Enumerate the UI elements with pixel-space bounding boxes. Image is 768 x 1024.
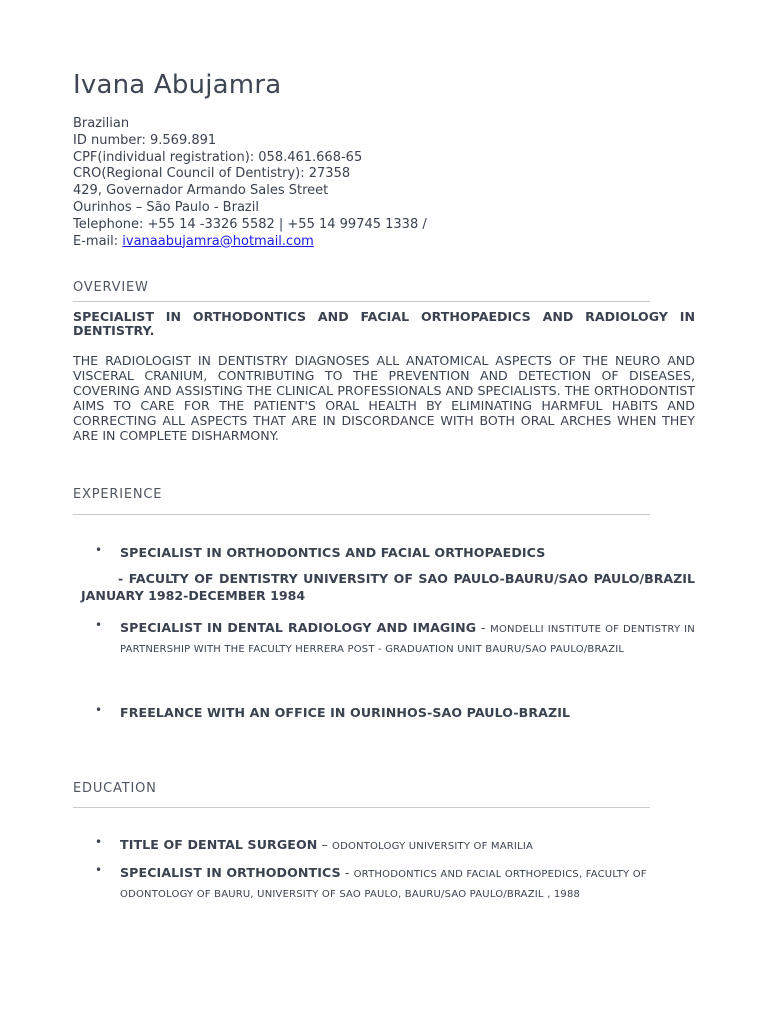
education-item-1-title: TITLE OF DENTAL SURGEON [120, 837, 318, 852]
experience-section-header [73, 487, 650, 515]
bullet-icon: • [95, 835, 103, 849]
experience-item-2-detail: MONDELLI INSTITUTE OF DENTISTRY IN PARTNERSHIP WITH THE FACULTY HERRERA POST - GRADUATION UNIT BAURU/SAO PAULO/BRAZIL [120, 624, 695, 655]
education-item-1-detail: ODONTOLOGY UNIVERSITY OF MARILIA [332, 841, 534, 852]
education-item-1 [95, 834, 695, 854]
experience-item-2-separator: - [476, 620, 491, 635]
experience-heading: EXPERIENCE [73, 487, 163, 502]
experience-item-1-title: SPECIALIST IN ORTHODONTICS AND FACIAL ORTHOPAEDICS [120, 545, 546, 560]
bullet-icon: • [95, 863, 103, 877]
education-item-2 [95, 862, 695, 902]
id-number: ID number: 9.569.891 [73, 132, 217, 148]
cro-number: CRO(Regional Council of Dentistry): 27358 [73, 166, 351, 182]
contact-block [73, 116, 427, 250]
experience-item-2 [95, 617, 695, 657]
education-item-2-separator: - [340, 865, 354, 880]
experience-item-1-detail: - FACULTY OF DENTISTRY UNIVERSITY OF SAO PAULO-BAURU/SAO PAULO/BRAZIL JANUARY 1982-DECEMBER 1984 [81, 571, 695, 603]
education-heading: EDUCATION [73, 781, 157, 796]
cpf-number: CPF(individual registration): 058.461.668-65 [73, 149, 363, 165]
education-divider [73, 807, 650, 808]
experience-item-3 [95, 702, 695, 721]
email-line [73, 234, 427, 251]
address-city: Ourinhos – São Paulo - Brazil [73, 199, 259, 215]
overview-title: SPECIALIST IN ORTHODONTICS AND FACIAL ORTHOPAEDICS AND RADIOLOGY IN DENTISTRY. [73, 309, 695, 338]
bullet-icon: • [95, 703, 103, 717]
overview-body: THE RADIOLOGIST IN DENTISTRY DIAGNOSES ALL ANATOMICAL ASPECTS OF THE NEURO AND VISCERAL CRANIUM, CONTRIBUTING TO THE PREVENTION AND DETECTION OF DISEASES, COVERING AND ASSISTING THE CLINICAL PROFESSIONALS AND SPECIALISTS. THE ORTHODONTIST AIMS TO CARE FOR THE PATIENT'S ORAL HEALTH BY ELIMINATING HARMFUL HABITS AND CORRECTING ALL ASPECTS THAT ARE IN DISCORDANCE WITH BOTH ORAL ARCHES WHEN THEY ARE IN COMPLETE DISHARMONY. [73, 353, 695, 443]
education-item-2-title: SPECIALIST IN ORTHODONTICS [120, 865, 341, 880]
experience-divider [73, 514, 650, 515]
experience-item-3-title: FREELANCE WITH AN OFFICE IN OURINHOS-SAO PAULO-BRAZIL [120, 705, 571, 720]
bullet-icon: • [95, 618, 103, 632]
education-section-header [73, 781, 650, 808]
overview-section-header [73, 280, 650, 302]
telephone: Telephone: +55 14 -3326 5582 | +55 14 99745 1338 / [73, 216, 427, 232]
education-item-2-detail: ORTHODONTICS AND FACIAL ORTHOPEDICS, FACULTY OF ODONTOLOGY OF BAURU, UNIVERSITY OF SAO PAULO, BAURU/SAO PAULO/BRAZIL , 1988 [120, 869, 647, 900]
nationality: Brazilian [73, 116, 130, 131]
education-item-1-separator: – [317, 837, 333, 852]
overview-divider [73, 301, 650, 302]
experience-item-2-title: SPECIALIST IN DENTAL RADIOLOGY AND IMAGING [120, 620, 477, 635]
overview-heading: OVERVIEW [73, 280, 149, 295]
candidate-name: Ivana Abujamra [73, 70, 282, 100]
bullet-icon: • [95, 543, 103, 557]
email-label: E-mail: [73, 233, 123, 249]
address-street: 429, Governador Armando Sales Street [73, 183, 329, 199]
email-link[interactable]: ivanaabujamra@hotmail.com [122, 233, 314, 249]
experience-item-1 [95, 542, 695, 561]
